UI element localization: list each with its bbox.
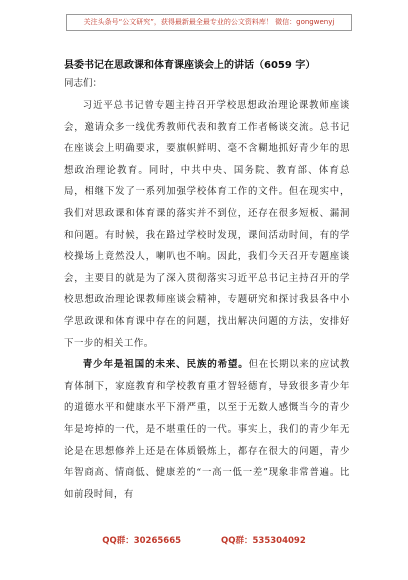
paragraph-2-text: 但在长期以来的应试教育体制下，家庭教育和学校教育重才智轻德育，导致很多青少年的道德水平和健康水平下滑严重，以至于无数人感慨当今的青少年是垮掉的一代，是不堪重任的一代。事实上，我们的青少年无论是在思想修养上还是在体质锻炼上，都存在很大的问题，青少年智商高、情商低、健康差的“一高一低一差”现象非常普遍。比如前段时间，有 <box>64 359 350 500</box>
salutation: 同志们： <box>64 78 103 89</box>
qq-group-1: QQ群：30265665 <box>102 536 182 546</box>
bottom-footer <box>0 534 408 546</box>
paragraph-2-lead: 青少年是祖国的未来、民族的希望。 <box>82 359 249 371</box>
document-body <box>64 58 350 505</box>
paragraph-1: 习近平总书记曾专题主持召开学校思想政治理论课教师座谈会，邀请众多一线优秀教师代表和教育工作者畅谈交流。总书记在座谈会上明确要求，要旗帜鲜明、毫不含糊地抓好青少年的思想政治理论教育。同时，中共中央、国务院、教育部、体育总局，相继下发了一系列加强学校体育工作的文件。但在现实中，我们对思政课和体育课的落实并不到位，还存在很多短板、漏洞和问题。有时候，我在路过学校时发现，课间活动时间，有的学校操场上竟然没人，喇叭也不响。因此，我们今天召开专题座谈会，主要目的就是为了深入贯彻落实习近平总书记主持召开的学校思想政治理论课教师座谈会精神，专题研究和探讨我县各中小学思政课和体育课中存在的问题，找出解决问题的方法，安排好下一步的相关工作。 <box>64 100 350 349</box>
top-banner: 关注头条号“公文研究”，获得最新最全最专业的公文资料库！ 微信：gongwenyj <box>66 14 352 31</box>
paragraph-2 <box>64 354 350 505</box>
qq-group-2: QQ群：535304092 <box>221 536 306 546</box>
document-title: 县委书记在思政课和体育课座谈会上的讲话（6059 字） <box>64 60 316 71</box>
